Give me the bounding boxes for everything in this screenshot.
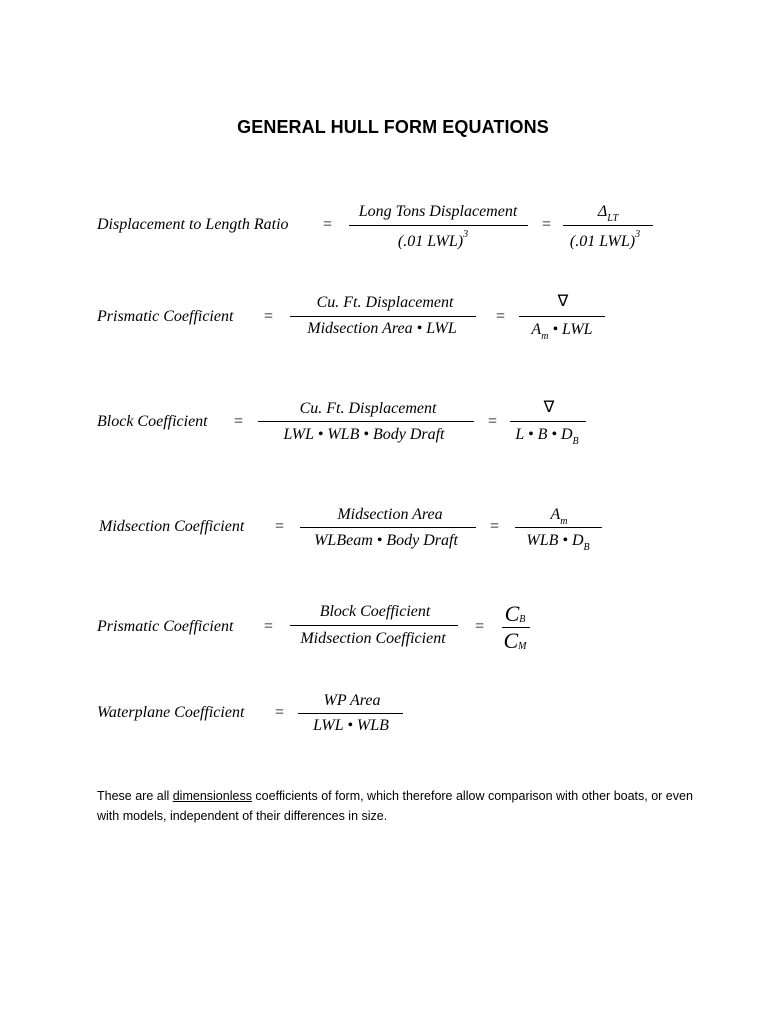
nabla-symbol: ∇ bbox=[557, 293, 569, 310]
fraction-bar bbox=[298, 713, 403, 714]
equals-sign: = bbox=[275, 704, 285, 721]
numerator: Block Coefficient bbox=[319, 603, 431, 620]
fraction-bar bbox=[290, 625, 458, 626]
equation-label: Prismatic Coefficient bbox=[97, 618, 234, 635]
nabla-symbol: ∇ bbox=[543, 399, 555, 416]
equation-label: Block Coefficient bbox=[97, 413, 208, 430]
fraction-bar bbox=[519, 316, 605, 317]
denominator: Midsection Coefficient bbox=[300, 630, 446, 647]
numerator: Long Tons Displacement bbox=[358, 203, 518, 220]
denominator: LWL • WLB • Body Draft bbox=[283, 426, 445, 443]
equals-sign: = bbox=[490, 518, 500, 535]
denominator: Midsection Area • LWL bbox=[307, 320, 457, 337]
page-title: GENERAL HULL FORM EQUATIONS bbox=[237, 117, 549, 137]
equals-sign: = bbox=[275, 518, 285, 535]
explanatory-note: These are all dimensionless coefficients of form, which therefore allow comparison with other boats, or even with models, independent of their differences in size. bbox=[97, 788, 693, 823]
emphasis-dimensionless: dimensionless bbox=[172, 788, 252, 803]
numerator: Cu. Ft. Displacement bbox=[299, 400, 437, 417]
equals-sign: = bbox=[496, 308, 506, 325]
denominator: (.01 LWL)$^3$ bbox=[397, 229, 469, 250]
denominator: WLBeam • Body Draft bbox=[314, 532, 458, 549]
numerator: WP Area bbox=[323, 692, 381, 709]
equals-sign: = bbox=[475, 618, 485, 635]
denominator: $A_m$ • LWL bbox=[531, 321, 593, 342]
equals-sign: = bbox=[488, 413, 498, 430]
equals-sign: = bbox=[234, 413, 244, 430]
equals-sign: = bbox=[323, 216, 333, 233]
numerator: $A_m$ bbox=[550, 506, 568, 527]
denominator: WLB • $D_B$ bbox=[526, 532, 590, 553]
numerator: Cu. Ft. Displacement bbox=[316, 294, 454, 311]
fraction-bar bbox=[510, 421, 586, 422]
equals-sign: = bbox=[542, 216, 552, 233]
fraction-bar bbox=[563, 225, 653, 226]
fraction-bar bbox=[349, 225, 528, 226]
fraction-bar bbox=[258, 421, 474, 422]
denominator: LWL • WLB bbox=[313, 717, 389, 734]
numerator: CB bbox=[504, 601, 526, 626]
equation-label: Prismatic Coefficient bbox=[97, 308, 234, 325]
denominator: CM bbox=[503, 628, 527, 653]
equation-label: Waterplane Coefficient bbox=[97, 704, 245, 721]
equals-sign: = bbox=[264, 618, 274, 635]
denominator: L • B • $D_B$ bbox=[515, 426, 579, 447]
equals-sign: = bbox=[264, 308, 274, 325]
numerator: Midsection Area bbox=[337, 506, 443, 523]
equation-label: Midsection Coefficient bbox=[99, 518, 245, 535]
fraction-bar bbox=[300, 527, 476, 528]
fraction-bar bbox=[515, 527, 602, 528]
equation-label: Displacement to Length Ratio bbox=[97, 216, 289, 233]
numerator: $\Delta_{LT}$ bbox=[597, 203, 619, 224]
fraction-bar bbox=[290, 316, 476, 317]
denominator: (.01 LWL)$^3$ bbox=[569, 229, 641, 250]
